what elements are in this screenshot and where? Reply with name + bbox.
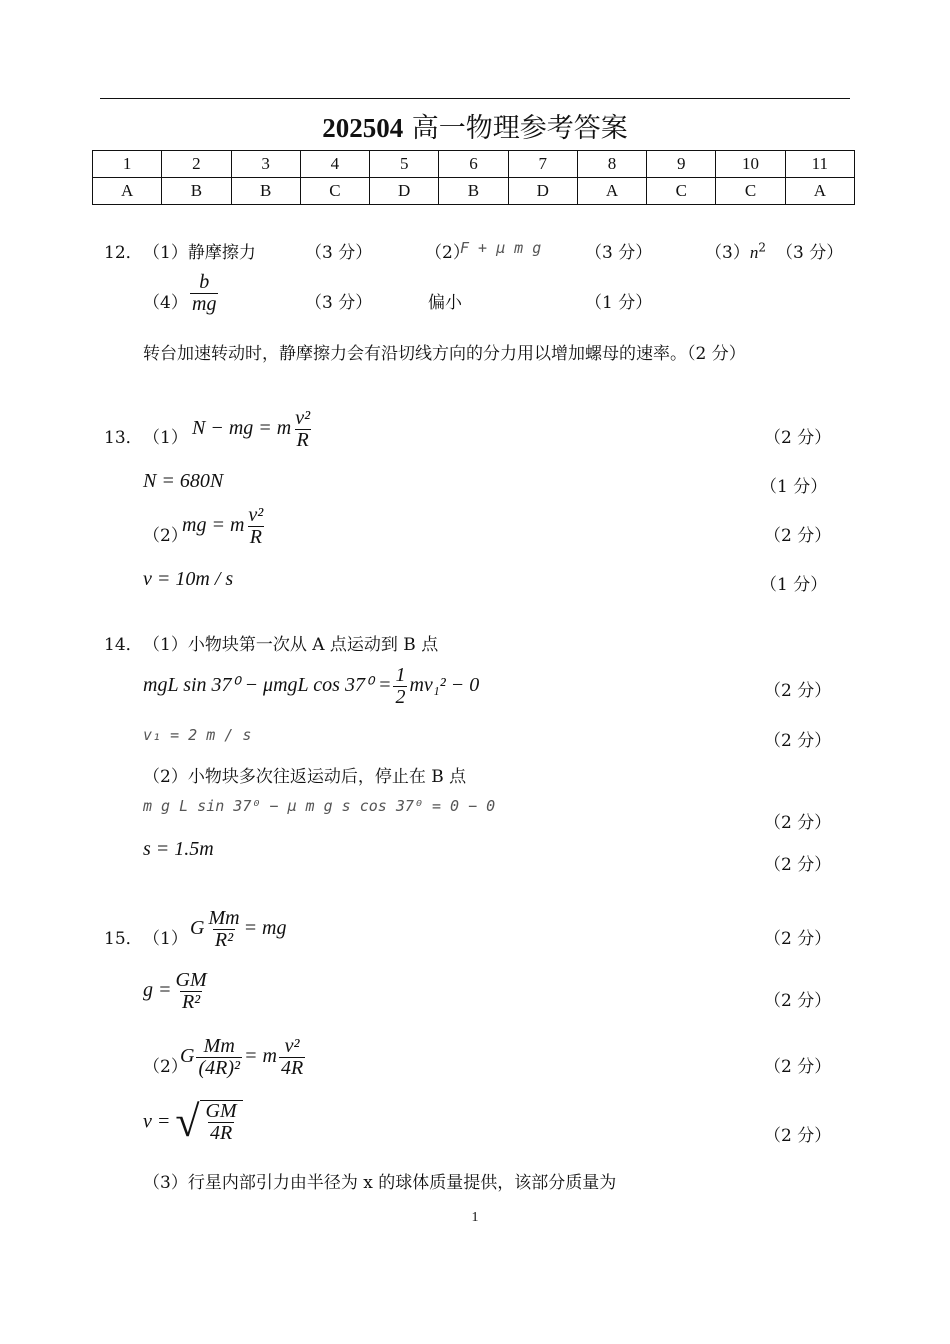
table-cell: D bbox=[370, 178, 439, 205]
q12-part4-fraction: $\frac{b}{mg}$ bbox=[192, 271, 217, 315]
answer-table bbox=[92, 150, 855, 205]
q15-part1-label: （1） bbox=[143, 929, 188, 949]
q13-eq2-score: （1 分） bbox=[760, 477, 828, 497]
q12-part4-score: （3 分） bbox=[305, 293, 373, 313]
table-cell: 11 bbox=[785, 151, 854, 178]
q14-part2: （2）小物块多次往返运动后，停止在 B 点 bbox=[143, 767, 467, 787]
table-cell: D bbox=[508, 178, 577, 205]
q14-number: 14． bbox=[104, 635, 143, 655]
q13-number: 13． bbox=[104, 428, 143, 448]
q13-eq3-score: （2 分） bbox=[764, 526, 832, 546]
q12-explanation: 转台加速转动时，静摩擦力会有沿切线方向的分力用以增加螺母的速率。（2 分） bbox=[143, 344, 746, 364]
table-cell: A bbox=[93, 178, 162, 205]
table-cell: 6 bbox=[439, 151, 508, 178]
q14-eq1-score: （2 分） bbox=[764, 681, 832, 701]
q15-eq1-score: （2 分） bbox=[764, 929, 832, 949]
table-cell: 3 bbox=[231, 151, 300, 178]
table-cell: 5 bbox=[370, 151, 439, 178]
page-number: 1 bbox=[471, 1210, 479, 1225]
table-cell: 2 bbox=[162, 151, 231, 178]
q13-eq1-score: （2 分） bbox=[764, 428, 832, 448]
q12-part4-note-score: （1 分） bbox=[585, 293, 653, 313]
q13-equation-3: mg = m $\frac{\text{v²}}{R}$ bbox=[182, 504, 264, 548]
table-cell: A bbox=[785, 178, 854, 205]
q12-part2-score: （3 分） bbox=[585, 243, 653, 263]
q14-part1: （1）小物块第一次从 A 点运动到 B 点 bbox=[143, 635, 439, 655]
table-cell: 8 bbox=[577, 151, 646, 178]
table-cell: 1 bbox=[93, 151, 162, 178]
table-cell: C bbox=[647, 178, 716, 205]
q12-part3-score: （3 分） bbox=[776, 243, 844, 263]
q14-equation-3: m g L sin 37⁰ − μ m g s cos 37⁰ = 0 − 0 bbox=[143, 797, 496, 815]
page-title: 202504 高一物理参考答案 bbox=[322, 113, 628, 144]
q12-part2-formula: F + μ m g bbox=[460, 239, 542, 257]
q14-equation-2: v₁ = 2 m / s bbox=[143, 726, 252, 744]
q12-part4-note: 偏小 bbox=[428, 293, 462, 313]
table-cell: B bbox=[162, 178, 231, 205]
q15-part3: （3）行星内部引力由半径为 x 的球体质量提供，该部分质量为 bbox=[143, 1173, 617, 1193]
q13-part2-label: （2） bbox=[143, 526, 188, 546]
q15-number: 15． bbox=[104, 929, 143, 949]
q14-equation-4: s = 1.5m bbox=[143, 838, 214, 860]
q15-equation-4: v = √ $\frac{GM}{4R}$ bbox=[143, 1100, 243, 1144]
answer-table-answer-row bbox=[93, 178, 855, 205]
q15-equation-1: G $\frac{Mm}{\text{R²}}$ = mg bbox=[190, 907, 287, 951]
q13-eq4-score: （1 分） bbox=[760, 575, 828, 595]
table-cell: C bbox=[300, 178, 369, 205]
q13-equation-4: v = 10m / s bbox=[143, 568, 234, 590]
top-rule bbox=[100, 98, 850, 99]
q15-eq3-score: （2 分） bbox=[764, 1057, 832, 1077]
q14-eq3-score: （2 分） bbox=[764, 813, 832, 833]
table-cell: 7 bbox=[508, 151, 577, 178]
q12-part4-label: （4） bbox=[143, 293, 188, 313]
q15-equation-2: g = $\frac{GM}{\text{R²}}$ bbox=[143, 969, 207, 1013]
table-cell: A bbox=[577, 178, 646, 205]
table-cell: 10 bbox=[716, 151, 785, 178]
table-cell: B bbox=[231, 178, 300, 205]
q12-part3: $(3)n^2$ bbox=[705, 240, 766, 263]
table-cell: 4 bbox=[300, 151, 369, 178]
table-cell: C bbox=[716, 178, 785, 205]
q13-part1-label: （1） bbox=[143, 428, 188, 448]
answer-table-number-row bbox=[93, 151, 855, 178]
q15-part2-label: （2） bbox=[143, 1057, 188, 1077]
q14-eq4-score: （2 分） bbox=[764, 855, 832, 875]
q15-eq4-score: （2 分） bbox=[764, 1126, 832, 1146]
q12-number: 12． bbox=[104, 243, 143, 263]
q12-part2-label: （2） bbox=[425, 243, 470, 263]
q14-eq2-score: （2 分） bbox=[764, 731, 832, 751]
table-cell: B bbox=[439, 178, 508, 205]
q12-part1: （1）静摩擦力 bbox=[143, 243, 256, 263]
q13-equation-2: N = 680N bbox=[143, 470, 224, 492]
q15-eq2-score: （2 分） bbox=[764, 991, 832, 1011]
q13-equation-1: N − mg = m $\frac{\text{v²}}{R}$ bbox=[192, 407, 311, 451]
table-cell: 9 bbox=[647, 151, 716, 178]
q14-equation-1: mgL sin 37⁰ − μmgL cos 37⁰ = $\frac{1}{2}$ mv₁² − 0 bbox=[143, 664, 480, 708]
q12-part1-score: （3 分） bbox=[305, 243, 373, 263]
q15-equation-3: G $\frac{Mm}{\text{(4R)²}}$ = m $\frac{\text{v²}}{4R}$ bbox=[180, 1035, 304, 1079]
